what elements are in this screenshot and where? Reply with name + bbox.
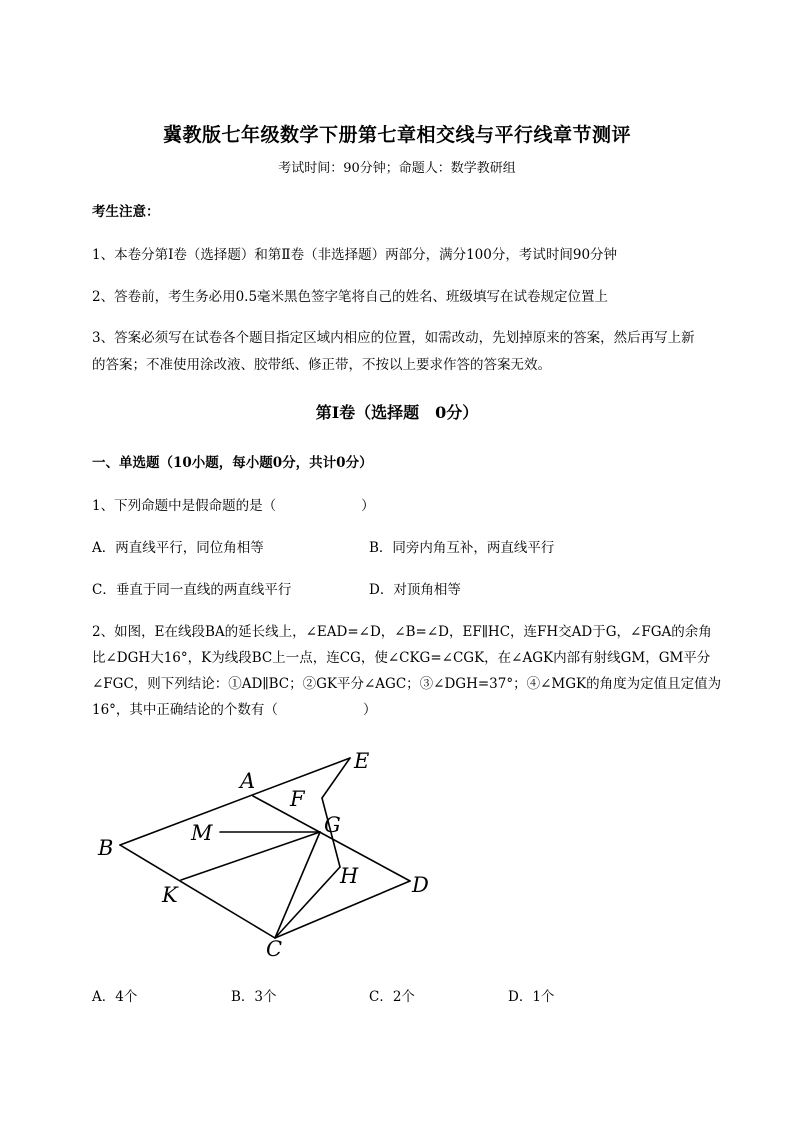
note-item-2: 2、答卷前，考生务必用0.5毫米黑色签字笔将自己的姓名、班级填写在试卷规定位置上 — [92, 289, 609, 305]
label-E: E — [354, 749, 370, 773]
q1-option-a: A．两直线平行，同位角相等 — [92, 540, 264, 556]
q2-option-c: C．2个 — [369, 989, 415, 1005]
q2-line-1: 2、如图，E在线段BA的延长线上，∠EAD=∠D，∠B=∠D，EF∥HC，连FH交AD于G，∠FGA的余角 — [92, 624, 712, 640]
q2-line-4-text: 16°，其中正确结论的个数有（ — [92, 702, 278, 718]
q2-option-b: B．3个 — [231, 989, 277, 1005]
label-A: A — [240, 769, 256, 793]
label-D: D — [412, 873, 429, 897]
segment-AD — [253, 796, 410, 881]
q1-option-c: C．垂直于同一直线的两直线平行 — [92, 582, 292, 598]
q2-line-3: ∠FGC，则下列结论：①AD∥BC；②GK平分∠AGC；③∠DGH=37°；④∠MGK的角度为定值且定值为 — [92, 676, 722, 692]
q2-line-4-close: ） — [362, 702, 377, 718]
note-item-3: 3、答案必须写在试卷各个题目指定区域内相应的位置，如需改动，先划掉原来的答案，然后再写上新 — [92, 330, 695, 346]
label-B: B — [98, 836, 114, 860]
segment-BC — [120, 845, 275, 938]
q1-stem-close: ） — [361, 498, 375, 514]
note-item-1: 1、本卷分第I卷（选择题）和第Ⅱ卷（非选择题）两部分，满分100分，考试时间90分钟 — [92, 247, 618, 263]
section-title: 第I卷（选择题 0分） — [315, 403, 479, 422]
q2-line-2: 比∠DGH大16°，K为线段BC上一点，连CG，使∠CKG=∠CGK，在∠AGK内部有射线GM，GM平分 — [92, 650, 711, 666]
label-M: M — [191, 821, 213, 845]
q2-line-4 — [92, 698, 376, 718]
geometry-figure — [92, 738, 452, 958]
part-heading: 一、单选题（10小题，每小题0分，共计0分） — [92, 455, 373, 471]
exam-title: 冀教版七年级数学下册第七章相交线与平行线章节测评 — [162, 124, 631, 146]
label-K: K — [162, 883, 178, 907]
label-C: C — [266, 937, 283, 958]
q1-stem — [92, 494, 375, 514]
q2-option-d: D．1个 — [508, 989, 555, 1005]
q1-stem-text: 1、下列命题中是假命题的是（ — [92, 498, 277, 514]
q1-option-b: B．同旁内角互补，两直线平行 — [369, 540, 555, 556]
note-item-3-cont: 的答案；不准使用涂改液、胶带纸、修正带，不按以上要求作答的答案无效。 — [92, 357, 551, 373]
label-F: F — [290, 787, 305, 811]
label-G: G — [324, 813, 341, 837]
q1-option-d: D．对顶角相等 — [369, 582, 461, 598]
label-H: H — [340, 864, 359, 888]
exam-subtitle: 考试时间：90分钟；命题人：数学教研组 — [278, 161, 516, 176]
notes-heading: 考生注意： — [92, 204, 160, 220]
q2-option-a: A．4个 — [92, 989, 138, 1005]
segment-CH — [275, 867, 340, 938]
